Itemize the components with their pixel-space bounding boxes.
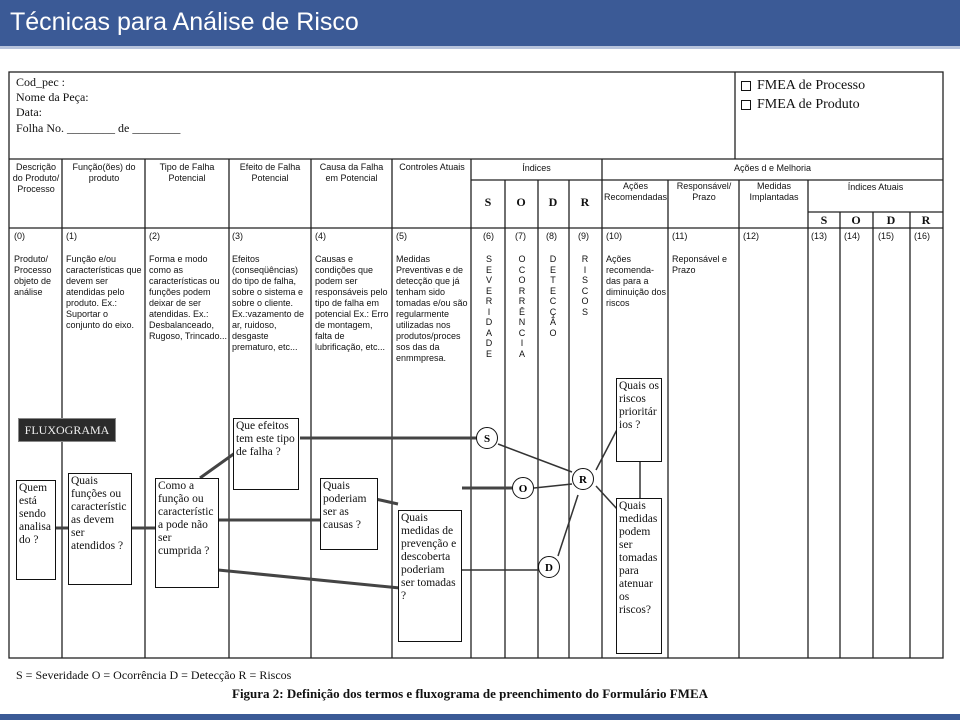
vertical-word-ocorrencia: O C O R R Ê N C I A [518,254,526,359]
flow-box-atenuar: Quais medidas podem ser tomadas para atenuar os riscos? [616,498,662,654]
indices-group-label: Índices [522,163,551,173]
vertical-word-severidade: S E V E R I D A D E [485,254,493,359]
col-header-efeito: Efeito de Falha Potencial [239,162,301,183]
folha-label: Folha No. ________ de ________ [16,121,181,135]
slide-title: Técnicas para Análise de Risco [10,8,359,36]
flow-box-causas: Quais poderiam ser as causas ? [320,478,378,550]
col-desc: Forma e modo como as características ou funções podem deixar de ser atendidas. Ex.: Desbalanceado, Rugoso, Trincado... [149,254,228,341]
col-header-funcao: Função(ões) do produto [72,162,136,183]
atual-letter-d: D [886,213,896,227]
col-num: (8) [546,231,557,241]
col-header-medidas-implantadas: Medidas Implantadas [749,181,799,202]
flow-box-medidas: Quais medidas de prevenção e descoberta poderiam ser tomadas ? [398,510,462,642]
index-letter-r: R [580,195,590,209]
col-num: (5) [396,231,407,241]
option-fmea-produto [741,98,860,112]
index-letter-d: D [548,195,558,209]
col-desc: Reponsável e Prazo [672,254,728,275]
cod-pec-label: Cod_pec : [16,75,65,89]
option-processo-label: FMEA de Processo [757,78,866,93]
col-desc: Função e/ou características que devem ser atendidas pelo produto. Ex.: Suportar o conjunto do eixo. [66,254,142,330]
flow-box-quem: Quem está sendo analisa do ? [16,480,56,580]
col-header-causa: Causa da Falha em Potencial [319,162,384,183]
nome-peca-label: Nome da Peça: [16,90,89,104]
col-num: (15) [878,231,895,241]
checkbox-icon [741,100,751,110]
flow-box-funcao-nao: Como a função ou característic a pode não ser cumprida ? [155,478,219,588]
col-num: (1) [66,231,77,241]
col-header-acoes-recomendadas: Ações Recomendadas [604,181,668,202]
col-num: (9) [578,231,589,241]
data-label: Data: [16,105,42,119]
col-num: (12) [743,231,760,241]
bottom-bar [0,714,960,720]
circle-o: O [512,477,534,499]
col-header-tipo-falha: Tipo de Falha Potencial [159,162,215,183]
col-desc: Produto/ Processo objeto de análise [14,254,52,297]
col-desc: Medidas Preventivas e de detecção que já tenham sido tomadas e/ou são regularmente utilizadas nos produtos/proces sos das da enmmpresa. [396,254,468,363]
checkbox-icon [741,81,751,91]
col-num: (14) [844,231,861,241]
option-produto-label: FMEA de Produto [757,97,860,112]
col-num: (0) [14,231,25,241]
atual-letter-s: S [820,213,828,227]
col-header-responsavel: Responsável/ Prazo [676,181,732,202]
option-fmea-processo [741,79,865,93]
vertical-word-riscos: R I S C O S [581,254,589,317]
circle-d: D [538,556,560,578]
atual-letter-o: O [851,213,861,227]
atual-letter-r: R [921,213,931,227]
col-num: (2) [149,231,160,241]
index-letter-s: S [484,195,492,209]
col-desc: Efeitos (conseqüências) do tipo de falha, sobre o sistema e sobre o cliente. Ex.:vazamento de ar, ruidoso, desgaste prematuro, etc... [232,254,305,352]
acoes-group-label: Ações d e Melhoria [733,163,812,173]
col-num: (13) [811,231,828,241]
col-num: (7) [515,231,526,241]
vertical-word-deteccao: D E T E C Ç Ã O [549,254,557,338]
col-num: (11) [672,231,688,241]
fluxograma-label: FLUXOGRAMA [18,418,116,442]
legend: S = Severidade O = Ocorrência D = Detecção R = Riscos [16,668,292,682]
circle-s: S [476,427,498,449]
col-header-controles: Controles Atuais [399,162,465,172]
col-header-descricao: Descrição do Produto/ Processo [12,162,60,194]
flow-box-efeitos: Que efeitos tem este tipo de falha ? [233,418,299,490]
index-letter-o: O [516,195,526,209]
figure-caption: Figura 2: Definição dos termos e fluxograma de preenchimento do Formulário FMEA [232,686,708,701]
col-num: (16) [914,231,931,241]
col-desc: Ações recomenda- das para a diminuição dos riscos [606,254,667,308]
circle-r: R [572,468,594,490]
flow-box-funcoes: Quais funções ou característic as devem ser atendidos ? [68,473,132,585]
col-desc: Causas e condições que podem ser responsáveis pelo tipo de falha em potencial Ex.: Erro de montagem, falta de lubrificação, etc... [315,254,389,352]
col-num: (6) [483,231,494,241]
indices-atuais-label: Índices Atuais [847,182,904,192]
flow-box-prioritarios: Quais os riscos prioritár ios ? [616,378,662,462]
col-num: (4) [315,231,326,241]
col-num: (10) [606,231,623,241]
col-num: (3) [232,231,243,241]
